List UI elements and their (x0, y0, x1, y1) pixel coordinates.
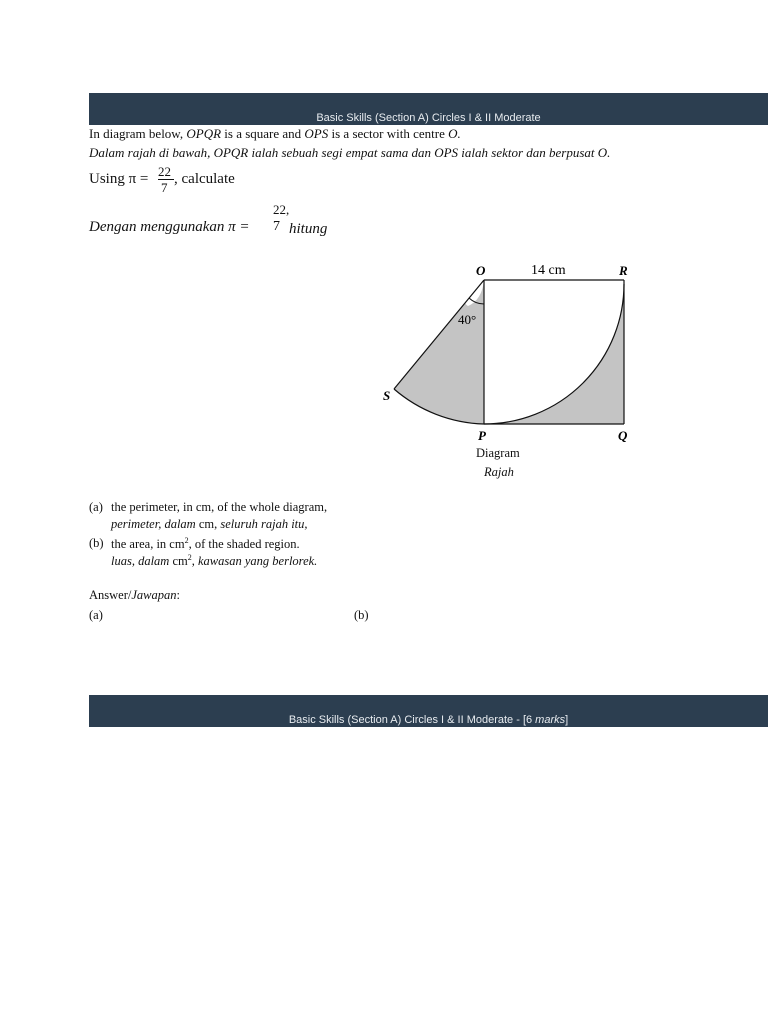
intro-opqr: OPQR (186, 126, 222, 141)
using-pi: Using π = (89, 171, 149, 187)
calculate-text: , calculate (174, 171, 235, 187)
pi-fraction-numerator: 22 (158, 164, 171, 179)
qb-en-part1: the area, in cm (111, 537, 185, 552)
answer-en: Answer/ (89, 588, 132, 602)
intro-text-3: is a sector with centre (328, 126, 449, 141)
pi-ms-numerator: 22, (273, 202, 290, 217)
hitung-text: hitung (289, 221, 328, 237)
intro-text-2: is a square and (221, 126, 305, 141)
qb-ms-part4: kawasan yang berlorek. (198, 554, 318, 569)
side-length-label: 14 cm (531, 263, 566, 278)
question-a-label: (a) (89, 500, 103, 514)
answer-colon: : (176, 588, 180, 602)
shaded-corner-region (484, 284, 624, 424)
label-O: O (476, 263, 486, 278)
qa-ms-part1: perimeter, dalam (111, 517, 196, 531)
answer-ms: Jawapan (131, 588, 177, 602)
qa-ms-part2: cm, (198, 517, 218, 531)
header-bar (89, 93, 768, 125)
label-R: R (619, 263, 628, 278)
question-b-malay (111, 553, 317, 569)
question-a-english: the perimeter, in cm, of the whole diagram, (111, 500, 328, 514)
intro-malay: Dalam rajah di bawah, OPQR ialah sebuah segi empat sama dan OPS ialah sektor dan berpusat O. (89, 145, 611, 160)
footer-close: ] (565, 714, 569, 726)
label-Q: Q (618, 428, 628, 443)
intro-text: In diagram below, (89, 126, 187, 141)
footer-marks: marks (535, 714, 566, 726)
rajah-caption: Rajah (484, 465, 514, 479)
qb-ms-part2: cm (172, 554, 188, 569)
intro-o: O. (448, 126, 461, 141)
qb-en-part2: , of the shaded region. (188, 537, 300, 552)
question-a-malay (111, 517, 308, 532)
label-S: S (383, 388, 391, 403)
intro-english (89, 126, 461, 142)
answer-a-label: (a) (89, 608, 103, 622)
qb-sup: 2 (184, 536, 189, 545)
header-title: Basic Skills (Section A) Circles I & II Moderate (316, 112, 541, 124)
footer-bar (89, 695, 768, 727)
pi-fraction-denominator: 7 (161, 180, 168, 195)
question-b-label: (b) (89, 536, 104, 550)
footer-title-text: Basic Skills (Section A) Circles I & II Moderate - [6 (288, 714, 536, 726)
question-b-english (111, 536, 300, 552)
answer-b-label: (b) (354, 608, 369, 622)
label-P: P (478, 428, 486, 443)
intro-ops: OPS (304, 126, 329, 141)
answer-label (89, 588, 180, 603)
qa-ms-part3: seluruh rajah itu, (220, 517, 308, 531)
qb-ms-sup: 2 (187, 553, 192, 562)
angle-label: 40° (458, 312, 477, 327)
qb-ms-comma: , (191, 554, 195, 569)
dengan-pi: Dengan menggunakan π = (89, 219, 250, 235)
pi-ms-denominator: 7 (273, 219, 280, 234)
footer-title (289, 714, 568, 726)
qb-ms-part1: luas, dalam (111, 554, 170, 569)
diagram-caption: Diagram (476, 446, 520, 460)
